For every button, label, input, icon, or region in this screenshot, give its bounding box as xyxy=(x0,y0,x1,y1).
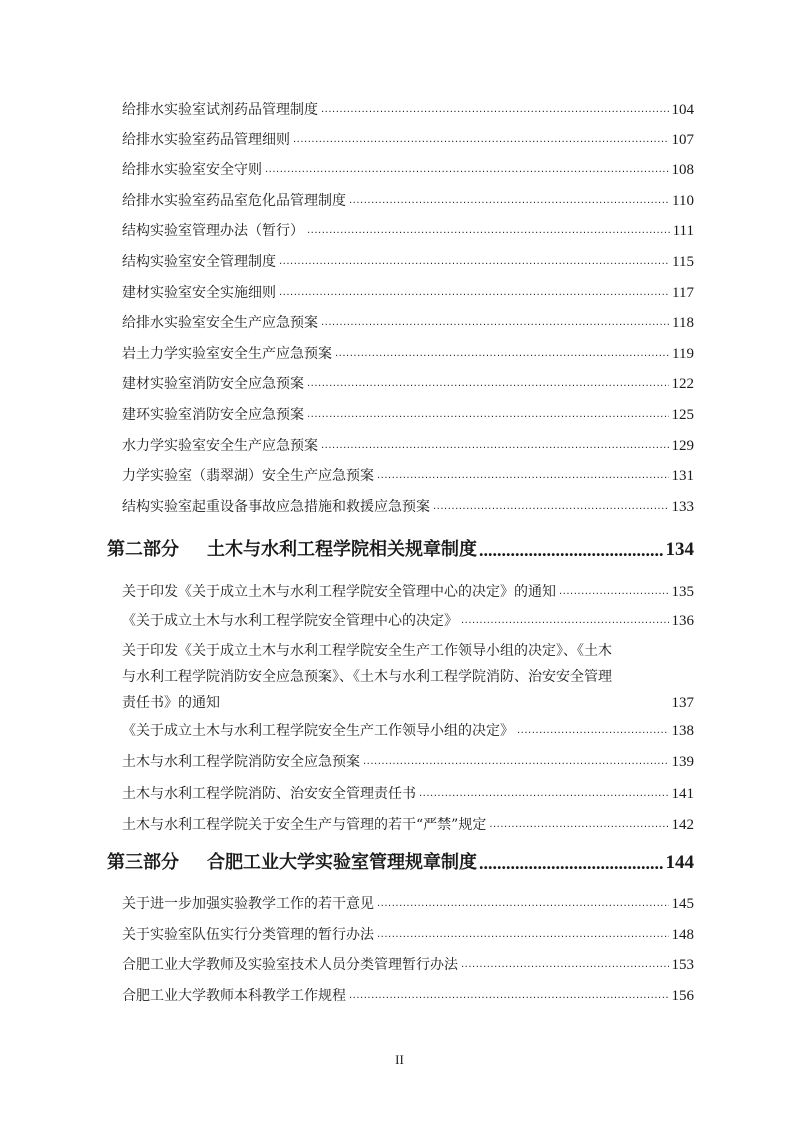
toc-entry[interactable] xyxy=(122,157,694,183)
toc-entry[interactable] xyxy=(122,891,694,917)
toc-entry-title-line: 关于印发《关于成立土木与水利工程学院安全生产工作领导小组的决定》、《土木 xyxy=(122,643,612,659)
toc-entry-title: 结构实验室起重设备事故应急措施和救援应急预案 xyxy=(122,499,430,515)
toc-entry-title: 给排水实验室安全生产应急预案 xyxy=(122,315,318,331)
dot-leader xyxy=(349,983,669,1009)
toc-entry[interactable] xyxy=(122,579,694,605)
toc-entry[interactable] xyxy=(122,952,694,978)
toc-entry-page: 142 xyxy=(671,817,694,833)
toc-entry-page: 135 xyxy=(671,584,694,600)
toc-entry-page: 145 xyxy=(671,896,694,912)
toc-entry-page: 107 xyxy=(671,132,694,148)
toc-entry-title: 力学实验室（翡翠湖）安全生产应急预案 xyxy=(122,468,374,484)
toc-entry-title: 给排水实验室药品管理细则 xyxy=(122,132,290,148)
toc-entry-page: 129 xyxy=(671,438,694,454)
toc-entry[interactable] xyxy=(122,812,694,838)
toc-entry-title: 关于印发《关于成立土木与水利工程学院安全管理中心的决定》的通知 xyxy=(122,584,556,600)
section-heading-2[interactable] xyxy=(107,535,694,565)
toc-entry-page: 136 xyxy=(671,613,694,629)
dot-leader xyxy=(363,749,669,775)
dot-leader xyxy=(489,812,668,838)
toc-entry-page: 108 xyxy=(671,162,694,178)
toc-entry[interactable] xyxy=(122,433,694,459)
toc-entry[interactable] xyxy=(122,983,694,1009)
toc-entry-page: 133 xyxy=(671,499,694,515)
toc-entry[interactable] xyxy=(122,280,694,306)
dot-leader xyxy=(307,371,669,397)
toc-entry-title: 岩土力学实验室安全生产应急预案 xyxy=(122,346,332,362)
toc-entry[interactable] xyxy=(122,402,694,428)
toc-entry[interactable] xyxy=(122,494,694,520)
dot-leader xyxy=(321,310,669,336)
toc-entry[interactable] xyxy=(122,97,694,123)
toc-entry-title: 给排水实验室药品室危化品管理制度 xyxy=(122,193,346,209)
toc-entry-page: 115 xyxy=(672,254,694,270)
toc-entry-title: 合肥工业大学教师及实验室技术人员分类管理暂行办法 xyxy=(122,957,458,973)
toc-entry-title: 建材实验室安全实施细则 xyxy=(122,285,276,301)
toc-entry[interactable] xyxy=(122,608,694,634)
toc-entry-title: 结构实验室安全管理制度 xyxy=(122,254,276,270)
dot-leader xyxy=(559,579,669,605)
toc-entry-page: 137 xyxy=(671,695,694,711)
toc-entry-title: 给排水实验室安全守则 xyxy=(122,162,262,178)
dot-leader xyxy=(279,249,669,275)
toc-entry-page: 118 xyxy=(672,315,694,331)
toc-entry[interactable] xyxy=(122,781,694,807)
toc-entry-page: 139 xyxy=(671,754,694,770)
toc-entry-page: 141 xyxy=(671,786,694,802)
toc-entry[interactable] xyxy=(122,463,694,489)
dot-leader xyxy=(479,848,664,878)
dot-leader xyxy=(279,280,669,306)
dot-leader xyxy=(349,188,669,214)
dot-leader xyxy=(517,718,669,744)
toc-entry-title: 建环实验室消防安全应急预案 xyxy=(122,407,304,423)
dot-leader xyxy=(307,218,670,244)
toc-entry-page: 138 xyxy=(671,723,694,739)
toc-entry-title: 水力学实验室安全生产应急预案 xyxy=(122,438,318,454)
dot-leader xyxy=(265,157,669,183)
toc-entry-title-line: 责任书》的通知 xyxy=(122,695,220,711)
section-title: 土木与水利工程学院相关规章制度 xyxy=(207,539,477,560)
toc-entry-title: 《关于成立土木与水利工程学院安全生产工作领导小组的决定》 xyxy=(122,723,514,739)
toc-entry-title: 土木与水利工程学院消防安全应急预案 xyxy=(122,754,360,770)
toc-entry[interactable] xyxy=(122,922,694,948)
toc-entry-title: 合肥工业大学教师本科教学工作规程 xyxy=(122,988,346,1004)
toc-entry-title-line: 与水利工程学院消防安全应急预案》、《土木与水利工程学院消防、治安安全管理 xyxy=(122,669,612,685)
toc-entry-page: 104 xyxy=(671,102,694,118)
toc-entry-page: 153 xyxy=(671,957,694,973)
toc-entry[interactable] xyxy=(122,371,694,397)
toc-entry-title: 建材实验室消防安全应急预案 xyxy=(122,376,304,392)
toc-entry[interactable] xyxy=(122,249,694,275)
toc-entry-title: 关于实验室队伍实行分类管理的暂行办法 xyxy=(122,927,374,943)
section-heading-3[interactable] xyxy=(107,848,694,878)
dot-leader xyxy=(321,433,669,459)
toc-entry-title: 给排水实验室试剂药品管理制度 xyxy=(122,102,318,118)
toc-entry[interactable] xyxy=(122,718,694,744)
toc-entry[interactable] xyxy=(122,218,694,244)
toc-entry-page: 119 xyxy=(672,346,694,362)
section-page: 134 xyxy=(665,539,694,560)
toc-entry-page: 148 xyxy=(671,927,694,943)
toc-entry[interactable] xyxy=(122,341,694,367)
toc-entry[interactable] xyxy=(122,310,694,336)
toc-entry-page: 125 xyxy=(671,407,694,423)
dot-leader xyxy=(293,127,669,153)
dot-leader xyxy=(377,463,669,489)
dot-leader xyxy=(479,535,664,565)
page-number-footer: II xyxy=(395,1052,404,1067)
toc-entry-title: 《关于成立土木与水利工程学院安全管理中心的决定》 xyxy=(122,613,458,629)
toc-entry-title: 土木与水利工程学院消防、治安安全管理责任书 xyxy=(122,786,416,802)
toc-entry-title: 结构实验室管理办法（暂行） xyxy=(122,223,304,239)
section-title: 合肥工业大学实验室管理规章制度 xyxy=(207,852,477,873)
toc-entry-page: 156 xyxy=(671,988,694,1004)
dot-leader xyxy=(377,922,669,948)
dot-leader xyxy=(419,781,669,807)
toc-entry[interactable] xyxy=(122,127,694,153)
toc-entry-page: 117 xyxy=(672,285,694,301)
toc-entry-title: 关于进一步加强实验教学工作的若干意见 xyxy=(122,896,374,912)
section-number: 第二部分 xyxy=(107,539,179,560)
toc-entry-page: 110 xyxy=(672,193,694,209)
toc-entry[interactable] xyxy=(122,188,694,214)
dot-leader xyxy=(433,494,669,520)
dot-leader xyxy=(321,97,669,123)
toc-entry-page: 111 xyxy=(672,223,694,239)
toc-entry-title: 土木与水利工程学院关于安全生产与管理的若干“严禁”规定 xyxy=(122,817,487,833)
toc-entry-page: 131 xyxy=(671,468,694,484)
toc-entry[interactable] xyxy=(122,749,694,775)
dot-leader xyxy=(461,952,669,978)
dot-leader xyxy=(377,891,669,917)
dot-leader xyxy=(461,608,669,634)
section-page: 144 xyxy=(665,852,694,873)
toc-entry-multiline[interactable] xyxy=(122,638,694,716)
toc-entry-page: 122 xyxy=(671,376,694,392)
dot-leader xyxy=(307,402,669,428)
section-number: 第三部分 xyxy=(107,852,179,873)
dot-leader xyxy=(335,341,669,367)
